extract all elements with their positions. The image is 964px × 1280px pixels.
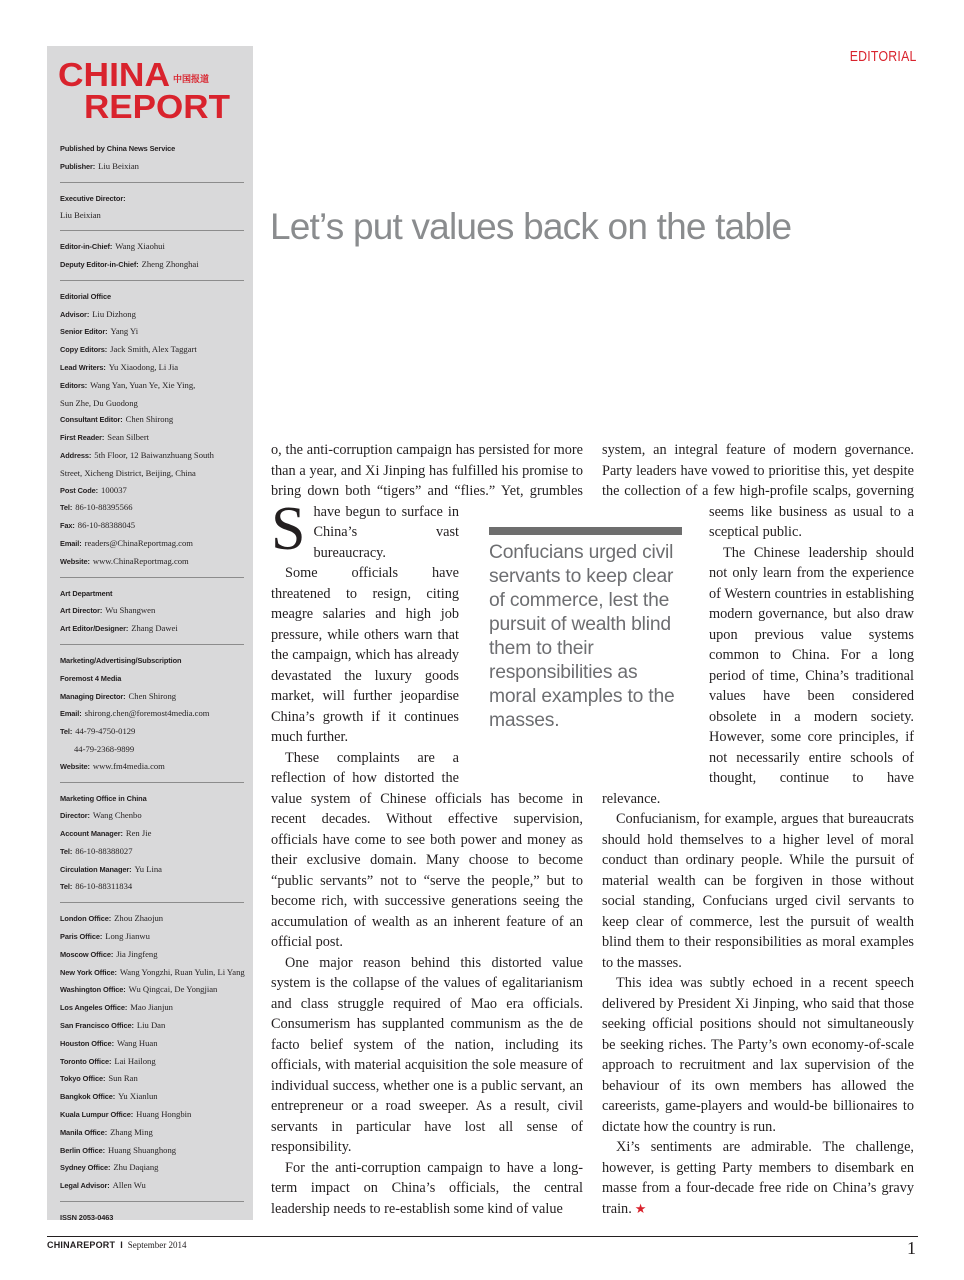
credit-line: [60, 910, 244, 928]
credit-label: Sydney Office:: [60, 1163, 111, 1173]
star-icon: ★: [634, 1201, 647, 1217]
credit-label: Bangkok Office:: [60, 1092, 116, 1102]
credit-line: [60, 981, 244, 999]
pull-quote-text: Confucians urged civil servants to keep clear of commerce, lest the pursuit of wealth blind them to their responsibilities as moral examples to the masses.: [489, 542, 675, 731]
credit-line: [60, 447, 244, 465]
credit-value: Zhang Dawei: [131, 623, 178, 634]
credit-label: Advisor:: [60, 309, 90, 319]
credit-line: [60, 256, 244, 274]
credit-value: Zhu Daqiang: [113, 1162, 159, 1173]
credit-label: Copy Editors:: [60, 345, 108, 355]
paragraph-5: For the anti-corruption campaign to have a long-term impact on China’s officials, the central leadership needs to re-establish some kind of value: [271, 1159, 583, 1217]
paragraph-10-text: Xi’s sentiments are admirable. The challenge, however, is getting Party members to disembark en masse from a four-decade free ride on China’s gravy train.: [602, 1139, 914, 1217]
credit-label: Published by China News Service: [60, 144, 176, 153]
credit-line: [60, 535, 244, 553]
page-title: Let’s put values back on the table: [270, 206, 792, 247]
credit-line: [60, 341, 244, 359]
paragraph-3: These complaints are a reflection of how distorted the value system of Chinese officials has become in recent decades. Without effective supervision, officials have come to see both power and money as their exclusive domain. Many choose to become “public servants” not to “serve the people,” but to become rich, with successive generations seeing the accumulation of wealth as an inherent feature of an official post.: [271, 749, 583, 950]
paragraph-1-text: o, the anti-corruption campaign has persisted for more than a year, and Xi Jinping has fulfilled his promise to bring down both “tigers” and “flies.” Yet, grumbles have begun to surface in China’s vast bureaucracy.: [271, 442, 583, 561]
credit-label: Fax:: [60, 521, 75, 531]
credit-label: Manila Office:: [60, 1127, 108, 1137]
credit-value: Jack Smith, Alex Taggart: [110, 344, 197, 355]
credit-value: Ren Jie: [125, 828, 152, 839]
marketing-web: www.fm4media.com: [92, 760, 165, 771]
pull-quote-bar: [489, 527, 682, 535]
credit-line: [60, 158, 244, 176]
mkt-china-heading: Marketing Office in China: [60, 793, 147, 803]
credit-line: [60, 1106, 244, 1124]
credit-value: Huang Shuanghong: [108, 1144, 177, 1155]
credit-line: [60, 499, 244, 517]
credit-line: [60, 465, 244, 482]
credit-label: Toronto Office:: [60, 1056, 112, 1066]
page-number: 1: [907, 1238, 916, 1258]
credit-value: Liu Dizhong: [92, 308, 136, 319]
credit-label: Address:: [60, 450, 92, 460]
credit-value: Long Jianwu: [105, 931, 150, 942]
credit-line: [60, 861, 244, 879]
credit-line: [60, 602, 244, 620]
credit-label: Senior Editor:: [60, 327, 108, 337]
credit-value: Liu Beixian: [98, 160, 139, 171]
paragraph-6: system, an integral feature of modern governance. Party leaders have vowed to prioritise this, yet despite the collection of a few high-profile scalps, governing seems like business as usual to a sceptical public.: [602, 442, 914, 540]
credit-label: New York Office:: [60, 967, 117, 977]
paragraph-7: The Chinese leadership should not only learn from the experience of Western countries in establishing modern governance, but also draw upon previous value systems common to China. For a long period of time, China’s traditional values have been considered obsolete in a modern society. However, some core principles, if not necessarily entire schools of thought, continue to have relevance.: [602, 544, 914, 807]
art-heading: Art Department: [60, 588, 113, 598]
credit-value: Wu Qingcai, De Yongjian: [128, 984, 218, 995]
logo-mark: [58, 58, 230, 120]
credit-line: [60, 553, 244, 571]
credit-value: Zheng Zhonghai: [141, 258, 199, 269]
footer-brand-line: [47, 1240, 186, 1250]
credit-value: 86-10-88388027: [75, 845, 133, 856]
credit-label: Editor-in-Chief:: [60, 242, 113, 252]
credit-line: [60, 517, 244, 535]
credit-value: 86-10-88395566: [75, 502, 133, 513]
paragraph-10: [602, 1137, 914, 1220]
credit-label: Deputy Editor-in-Chief:: [60, 259, 139, 269]
credit-value: Wang Huan: [116, 1037, 158, 1048]
editorial-office-block: [60, 288, 244, 578]
footer-brand: CHINAREPORT: [47, 1240, 116, 1250]
credit-value: Yu Xianlun: [118, 1091, 158, 1102]
credit-line: [60, 843, 244, 861]
credit-value: Allen Wu: [112, 1180, 146, 1191]
credit-label: Tel:: [60, 727, 73, 737]
credit-line: [60, 1142, 244, 1160]
credit-label: Washington Office:: [60, 985, 126, 995]
credit-label: Los Angeles Office:: [60, 1003, 128, 1013]
credit-label: London Office:: [60, 914, 112, 924]
credit-value: Chen Shirong: [128, 690, 177, 701]
masthead-credits: [60, 140, 244, 1240]
credit-label: First Reader:: [60, 433, 105, 443]
credit-line: [60, 429, 244, 447]
paragraph-2: Some officials have threatened to resign, citing meagre salaries and high job pressure, while others warn that the campaign, which has already devastated the luxury goods market, will further jeopardise China’s growth if it continues much further.: [271, 565, 459, 745]
credit-value: www.ChinaReportmag.com: [92, 555, 189, 566]
credit-line: [60, 1070, 244, 1088]
credit-line: [60, 238, 244, 256]
credit-value: Zhou Zhaojun: [114, 913, 164, 924]
credit-value: Liu Dan: [136, 1020, 166, 1031]
masthead-sidebar: [47, 46, 253, 1223]
credit-line: [60, 999, 244, 1017]
credit-label: San Francisco Office:: [60, 1021, 134, 1031]
credit-label: Tokyo Office:: [60, 1074, 106, 1084]
pull-quote: [489, 527, 682, 733]
china-report-logo: [58, 58, 230, 120]
editors-block: [60, 238, 244, 281]
credit-line: [60, 878, 244, 896]
marketing-web-label: Website:: [60, 761, 90, 771]
credit-line: [60, 946, 244, 964]
drop-cap: S: [271, 495, 306, 563]
credit-line: [60, 688, 244, 706]
credit-value: 86-10-88311834: [75, 881, 133, 892]
credit-line: [60, 1053, 244, 1071]
paragraph-8: Confucianism, for example, argues that bureaucrats should hold themselves to a higher level of moral conduct than ordinary people. While the pursuit of material wealth can be forgiven in those without social standing, Confucians urged civil servants to keep clear of commerce, lest the pursuit of wealth blind them to their responsibilities as moral examples to the masses.: [602, 811, 914, 971]
credit-value: Huang Hongbin: [136, 1109, 192, 1120]
credit-value: 86-10-88388045: [77, 520, 136, 531]
marketing-china-block: [60, 790, 244, 904]
credit-label: Tel:: [60, 503, 73, 513]
credit-value: Zhang Ming: [110, 1126, 153, 1137]
credit-label: Email:: [60, 538, 82, 548]
credit-label: Moscow Office:: [60, 949, 114, 959]
logo-cn: 中国报道: [173, 75, 210, 85]
credit-label: Publisher:: [60, 161, 96, 171]
credit-label: Kuala Lumpur Office:: [60, 1110, 134, 1120]
logo-line1: CHINA: [58, 58, 170, 93]
logo-line2: REPORT: [84, 88, 230, 120]
credit-value: Mao Jianjun: [130, 1002, 173, 1013]
executive-block: [60, 190, 244, 232]
credit-value: Sun Ran: [108, 1073, 138, 1084]
credit-label: Director:: [60, 811, 90, 821]
footer-date: September 2014: [127, 1240, 187, 1250]
credit-label: Post Code:: [60, 485, 99, 495]
office-heading: Editorial Office: [60, 291, 111, 301]
credit-value: Sun Zhe, Du Guodong: [60, 397, 138, 408]
credit-label: Houston Office:: [60, 1038, 114, 1048]
credit-label: Managing Director:: [60, 691, 126, 701]
credit-value: Street, Xicheng District, Beijing, China: [60, 467, 196, 478]
credit-line: [60, 411, 244, 429]
credit-label: Account Manager:: [60, 829, 123, 839]
paragraph-9: This idea was subtly echoed in a recent speech delivered by President Xi Jinping, who said that those seeking official positions should not simultaneously be seeking riches. The Party’s own economy-of-scale approach to recruitment and lax supervision of the behaviour of its own members has allowed the careerists, game-players and would-be billionaires to dictate how the country is run.: [602, 975, 914, 1135]
credit-line: [60, 1177, 244, 1195]
credit-value: readers@ChinaReportmag.com: [84, 537, 193, 548]
executive-name: Liu Beixian: [60, 210, 101, 221]
bureaus-block: [60, 910, 244, 1202]
marketing-block: [60, 652, 244, 783]
credit-label: Circulation Manager:: [60, 864, 132, 874]
issn: ISSN 2053-0463: [60, 1213, 114, 1223]
credit-value: Lai Hailong: [114, 1055, 156, 1066]
credit-value: shirong.chen@foremost4media.com: [84, 708, 210, 719]
credit-value: Wang Yan, Yuan Ye, Xie Ying,: [90, 379, 196, 390]
credit-line: [60, 377, 244, 395]
credit-label: Consultant Editor:: [60, 415, 123, 425]
credit-value: Wang Xiaohui: [115, 241, 165, 252]
publisher-block: [60, 140, 244, 183]
credit-label: Paris Office:: [60, 932, 103, 942]
credit-label: Lead Writers:: [60, 362, 106, 372]
credit-line: [60, 1035, 244, 1053]
credit-line: [60, 395, 244, 412]
credit-value: 44-79-4750-0129: [75, 726, 136, 737]
credit-line: [60, 825, 244, 843]
art-department-block: [60, 585, 244, 645]
credit-line: [60, 1088, 244, 1106]
credit-line: [60, 482, 244, 500]
credit-value: Yu Lina: [134, 863, 162, 874]
issn-block: [60, 1209, 244, 1233]
credit-value: Sean Silbert: [107, 432, 150, 443]
credit-label: Website:: [60, 556, 90, 566]
credit-line: [60, 140, 244, 158]
credit-value: Wu Shangwen: [105, 605, 156, 616]
marketing-tel2: 44-79-2368-9899: [74, 743, 135, 754]
credit-label: Editors:: [60, 380, 88, 390]
credit-line: [60, 306, 244, 324]
credit-label: Berlin Office:: [60, 1145, 106, 1155]
credit-label: Tel:: [60, 882, 73, 892]
credit-value: Wang Yongzhi, Ruan Yulin, Li Yang: [119, 966, 245, 977]
credit-line: [60, 807, 244, 825]
credit-line: [60, 620, 244, 638]
credit-line: [60, 323, 244, 341]
credit-line: [60, 359, 244, 377]
marketing-company: Foremost 4 Media: [60, 673, 122, 683]
credit-value: Chen Shirong: [125, 414, 174, 425]
credit-line: [60, 928, 244, 946]
credit-label: Email:: [60, 709, 82, 719]
credit-line: [60, 723, 244, 741]
credit-value: Yu Xiaodong, Li Jia: [108, 361, 179, 372]
footer-rule: [47, 1236, 918, 1237]
credit-label: Legal Advisor:: [60, 1181, 110, 1191]
credit-line: [60, 705, 244, 723]
credit-value: Wang Chenbo: [92, 810, 142, 821]
paragraph-4: One major reason behind this distorted value system is the collapse of the values of egalitarianism and class struggle required of Mao era officials. Consumerism has supplanted communism as the de facto belief system of the nation, including its officials, with material acquisition the sole measure of individual success, whether one is a public servant, an entrepreneur or a road sweeper. As a result, civil servants in particular have lost all sense of responsibility.: [271, 954, 583, 1155]
executive-label: Executive Director:: [60, 193, 126, 203]
credit-value: Yang Yi: [110, 326, 139, 337]
credit-value: Jia Jingfeng: [116, 948, 158, 959]
credit-line: [60, 964, 244, 982]
credit-label: Art Director:: [60, 606, 103, 616]
credit-line: [60, 1017, 244, 1035]
credit-line: [60, 1159, 244, 1177]
credit-line: [60, 1124, 244, 1142]
credit-label: Art Editor/Designer:: [60, 624, 129, 634]
credit-label: Tel:: [60, 846, 73, 856]
marketing-heading: Marketing/Advertising/Subscription: [60, 655, 182, 665]
section-tag: EDITORIAL: [850, 48, 917, 65]
footer-separator: I: [120, 1240, 123, 1250]
credit-value: 5th Floor, 12 Baiwanzhuang South: [94, 449, 214, 460]
credit-value: 100037: [101, 484, 127, 495]
